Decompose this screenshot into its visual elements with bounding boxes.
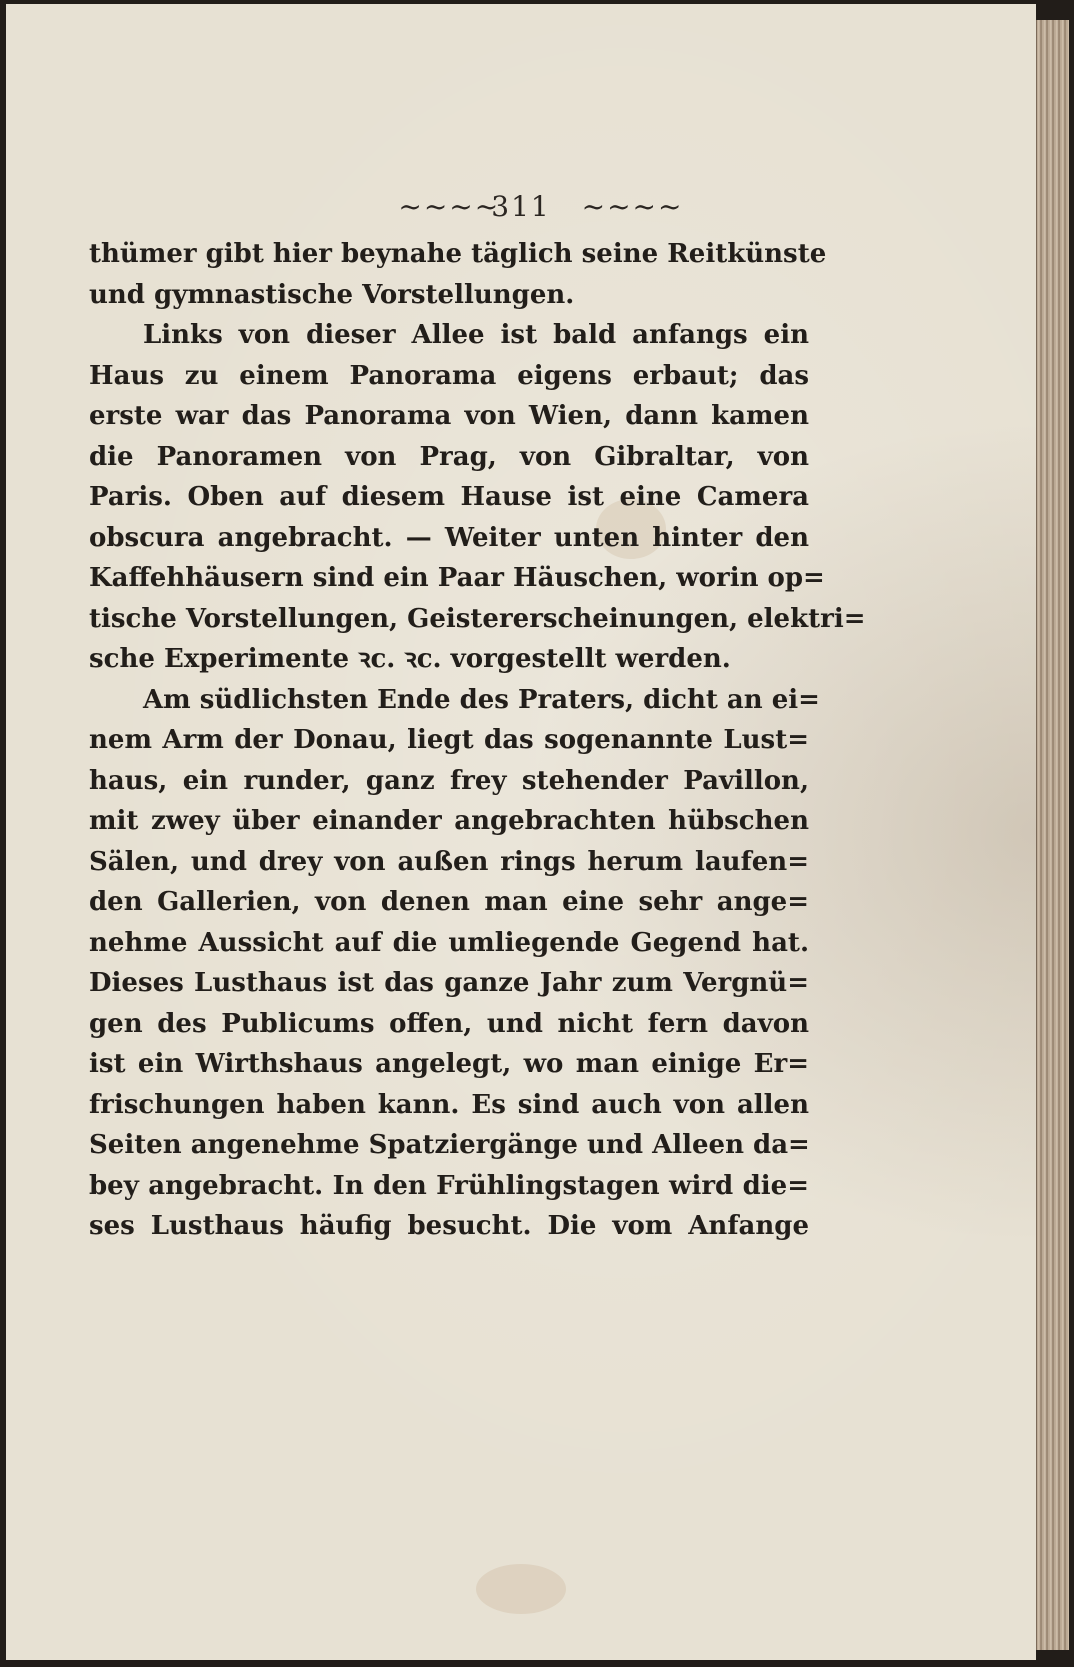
text-line: Seiten angenehme Spatziergänge und Alleen da= [89,1130,810,1160]
text-line: Dieses Lusthaus ist das ganze Jahr zum Vergnü= [89,968,809,998]
text-line: mit zwey über einander angebrachten hübschen [89,806,809,836]
text-line: Links von dieser Allee ist bald anfangs ein [143,320,809,350]
text-line: frischungen haben kann. Es sind auch von allen [89,1089,809,1120]
text-line: obscura angebracht. — Weiter unten hinter den [89,522,809,553]
text-line: tische Vorstellungen, Geistererscheinungen, elektri= [89,603,866,634]
text-line: Am südlichsten Ende des Praters, dicht an ei= [143,684,820,715]
page-header [6,190,1036,223]
text-line: bey angebracht. In den Frühlingstagen wird die= [89,1170,809,1201]
text-line: thümer gibt hier beynahe täglich seine Reitkünste [89,239,827,269]
text-line: sche Experimente ꝛc. ꝛc. vorgestellt werden. [89,644,731,674]
book-page [6,4,1036,1660]
text-line: Sälen, und drey von außen rings herum laufen= [89,846,809,877]
page-number: 311 [491,190,551,223]
text-line: gen des Publicums offen, und nicht fern davon [89,1008,809,1039]
text-line: erste war das Panorama von Wien, dann kamen [89,401,809,431]
text-line: nem Arm der Donau, liegt das sogenannte Lust= [89,725,809,755]
text-line: ist ein Wirthshaus angelegt, wo man einige Er= [89,1049,809,1079]
text-line: und gymnastische Vorstellungen. [89,279,575,310]
text-line: nehme Aussicht auf die umliegende Gegend hat. [89,927,809,958]
ornament-right: ~~~~ [581,190,684,223]
text-line: die Panoramen von Prag, von Gibraltar, von [89,441,809,472]
text-line: Haus zu einem Panorama eigens erbaut; das [89,360,809,391]
ornament-left: ~~~~ [398,190,501,223]
body-text [89,234,866,1247]
book-page-edges [1036,20,1069,1650]
text-line: den Gallerien, von denen man eine sehr ange= [89,887,809,917]
text-line: haus, ein runder, ganz frey stehender Pavillon, [89,765,809,796]
text-line: Paris. Oben auf diesem Hause ist eine Camera [89,482,809,512]
text-line: ses Lusthaus häufig besucht. Die vom Anfange [89,1211,809,1241]
paper-stain [476,1564,566,1614]
text-line: Kaffehhäusern sind ein Paar Häuschen, worin op= [89,563,825,593]
